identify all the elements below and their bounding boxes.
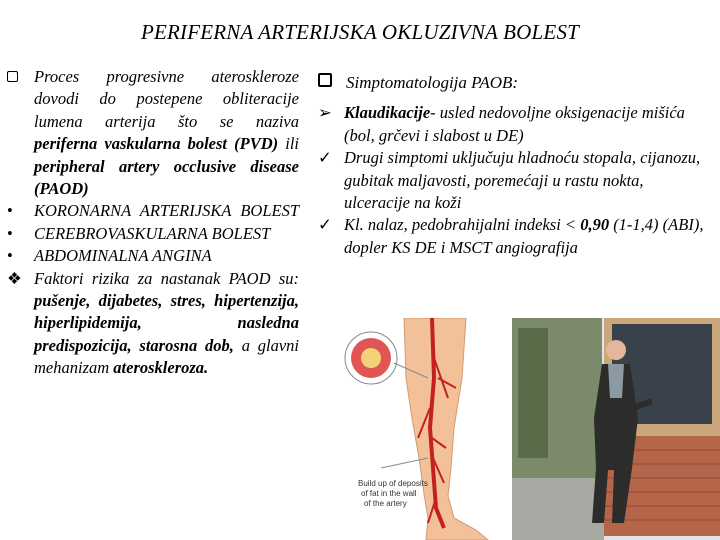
claudication-term: Klaudikacije — [344, 103, 431, 123]
symptoms-heading: Simptomatologija PAOB: — [318, 72, 710, 94]
checkbox-bullet-icon — [318, 69, 332, 91]
term-en: peripheral artery occlusive disease (PAOD) — [34, 156, 299, 199]
intro-line: Proces progresivne ateroskleroze — [34, 67, 299, 86]
diamond-bullet-icon: ❖ — [7, 268, 22, 288]
other-symptoms-item: ✓ Drugi simptomi uključuju hladnoću stopala, cijanozu, gubitak maljavosti, poremećaji u rastu nokta, ulceracije na koži — [318, 148, 701, 213]
risk-main: ateroskleroza. — [113, 358, 209, 378]
intro-line: dovodi do postepene obliteracije — [34, 89, 299, 109]
bullet-text: KORONARNA ARTERIJSKA BOLEST — [34, 201, 299, 221]
slide-title: PERIFERNA ARTERIJSKA OKLUZIVNA BOLEST — [140, 20, 580, 44]
bullet-dot-icon: • — [7, 246, 13, 266]
caption-line: of the artery — [364, 499, 407, 508]
caption-line: of fat in the wall — [361, 489, 417, 498]
claudication-item: ➢ Klaudikacije- usled nedovoljne oksigenacije mišića (bol, grčevi i slabost u DE) — [318, 103, 685, 145]
intro-line: lumena arterija što se naziva — [34, 111, 299, 131]
bullet-text: ABDOMINALNA ANGINA — [34, 246, 212, 266]
checkbox-bullet-icon — [7, 66, 27, 88]
check-bullet-icon: ✓ — [318, 215, 332, 235]
arrow-bullet-icon: ➢ — [318, 103, 332, 123]
check-bullet-icon: ✓ — [318, 148, 332, 168]
intro-paragraph — [7, 66, 299, 200]
left-column — [7, 66, 299, 380]
bullet-dot-icon: • — [7, 223, 13, 243]
caption-line: Build up of deposits — [358, 479, 428, 488]
term-sr: periferna vaskularna bolest (PVD) — [34, 134, 279, 154]
bullet-text: CEREBROVASKULARNA BOLEST — [34, 223, 271, 243]
bullet-item — [7, 223, 299, 245]
abi-value: 0,90 — [580, 215, 610, 235]
bullet-item — [7, 200, 299, 222]
patient-photo — [512, 318, 720, 540]
bullet-dot-icon: • — [7, 201, 13, 221]
right-column — [318, 72, 710, 259]
clinical-findings-item: ✓ Kl. nalaz, pedobrahijalni indeksi < 0,90 (1-1,4) (ABI), dopler KS DE i MSCT angiografija — [318, 215, 704, 257]
bullet-item — [7, 245, 299, 267]
risk-factors — [7, 268, 299, 380]
risk-items: pušenje, dijabetes, stres, hipertenzija, hiperlipidemija, nasledna predispozicija, starosna dob, — [34, 291, 299, 355]
leg-artery-illustration — [316, 318, 509, 540]
risk-text: Faktori rizika za nastanak PAOD su: pušenje, dijabetes, stres, hipertenzija, hiperlipidemija, nasledna predispozicija, starosna dob, a glavni mehanizam ateroskleroza. — [34, 268, 299, 378]
intro-terms: periferna vaskularna bolest (PVD) ili peripheral artery occlusive disease (PAOD) — [34, 134, 300, 199]
